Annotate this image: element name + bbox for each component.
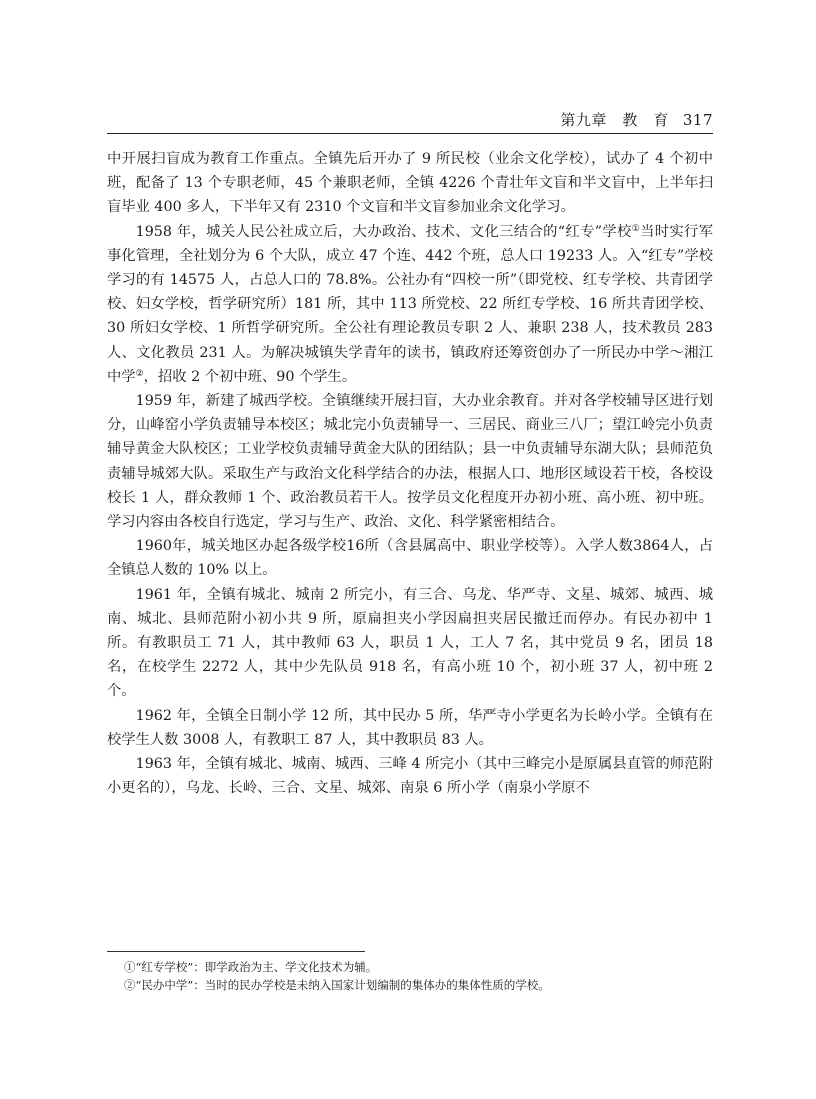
running-header <box>107 105 713 134</box>
footnote: ①“红专学校”：即学政治为主、学文化技术为辅。 <box>124 960 378 974</box>
chapter-number: 第九章 <box>560 111 607 129</box>
paragraph-text: ，招收 2 个初中班、90 个学生。 <box>143 368 357 385</box>
body-text <box>107 147 713 800</box>
paragraph-text: 1958 年，城关人民公社成立后，大办政治、技术、文化三结合的“红专”学校 <box>135 223 632 240</box>
paragraph: 中开展扫盲成为教育工作重点。全镇先后开办了 9 所民校（业余文化学校），试办了 4 个初中班，配备了 13 个专职老师，45 个兼职老师，全镇 4226 个青壮年文盲和半文盲中，上半年扫盲毕业 400 多人，下半年又有 2310 个文盲和半文盲参加业余文化学习。 <box>107 151 713 216</box>
footnote: ②“民办中学”：当时的民办学校是未纳入国家计划编制的集体办的集体性质的学校。 <box>124 978 550 992</box>
paragraph <box>107 220 713 389</box>
paragraph: 1959 年，新建了城西学校。全镇继续开展扫盲，大办业余教育。并对各学校辅导区进行划分，山峰窑小学负责辅导本校区；城北完小负责辅导一、三居民、商业三八厂；望江岭完小负责辅导黄金大队校区；工业学校负责辅导黄金大队的团结队；县一中负责辅导东湖大队；县师范负责辅导城郊大队。采取生产与政治文化科学结合的办法，根据人口、地形区域设若干校，各校设校长 1 人，群众教师 1 个、政治教员若干人。按学员文化程度开办初小班、高小班、初中班。学习内容由各校自行选定，学习与生产、政治、文化、科学紧密相结合。 <box>107 393 713 531</box>
chapter-heading <box>560 109 713 130</box>
paragraph: 1960年，城关地区办起各级学校16所（含县属高中、职业学校等）。入学人数3864人，占全镇总人数的 10% 以上。 <box>107 538 713 579</box>
paragraph: 1962 年，全镇全日制小学 12 所，其中民办 5 所，华严寺小学更名为长岭小学。全镇有在校学生人数 3008 人，有教职工 87 人，其中教职员 83 人。 <box>107 707 713 748</box>
page-number: 317 <box>682 111 713 129</box>
footnotes <box>124 958 714 994</box>
paragraph: 1963 年，全镇有城北、城南、城西、三峰 4 所完小（其中三峰完小是原属县直管的师范附小更名的），乌龙、长岭、三合、文星、城郊、南泉 6 所小学（南泉小学原不 <box>107 756 713 797</box>
paragraph-text: 当时实行军事化管理，全社划分为 6 个大队，成立 47 个连、442 个班，总人口 19233 人。入“红专”学校学习的有 14575 人，占总人口的 78.8%。公社办有“四校一所”（即党校、红专学校、共青团学校、妇女学校，哲学研究所）181 所，其中 113 所党校、22 所红专学校、16 所共青团学校、30 所妇女学校、1 所哲学研究所。全公社有理论教员专职 2 人、兼职 238 人，技术教员 283 人、文化教员 231 人。为解决城镇失学青年的读书，镇政府还筹资创办了一所民办中学～湘江中学 <box>107 223 714 385</box>
paragraph: 1961 年，全镇有城北、城南 2 所完小，有三合、乌龙、华严寺、文星、城郊、城西、城南、城北、县师范附小初小共 9 所，原扁担夹小学因扁担夹居民撤迁而停办。有民办初中 1 所。有教职员工 71 人，其中教师 63 人，职员 1 人，工人 7 名，其中党员 9 名，团员 18 名，在校学生 2272 人，其中少先队员 918 名，有高小班 10 个，初小班 37 人，初中班 2 个。 <box>107 586 713 700</box>
footnote-ref: ② <box>135 368 144 379</box>
footnote-ref: ① <box>631 223 641 234</box>
chapter-title: 教 育 <box>622 111 669 129</box>
footnote-divider <box>107 951 365 952</box>
